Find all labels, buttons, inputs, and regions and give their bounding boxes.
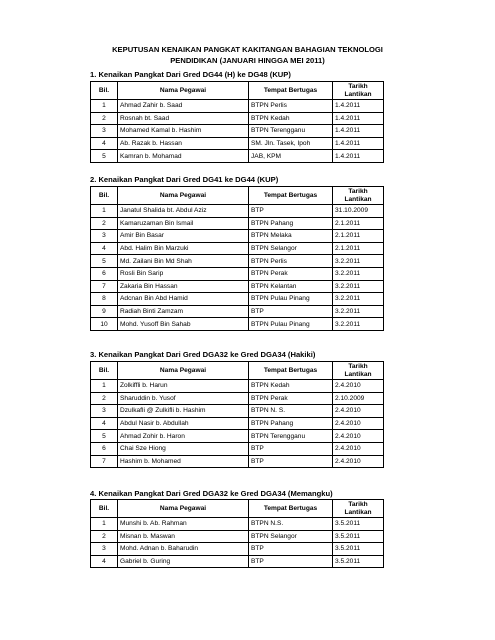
table-row xyxy=(91,555,384,568)
column-header-tarikh xyxy=(333,82,384,100)
tempat-cell: JAB, KPM xyxy=(249,150,333,163)
tempat-cell: BTPN Terengganu xyxy=(249,125,333,138)
tarikh-cell: 3.5.2011 xyxy=(333,555,384,568)
tarikh-cell: 1.4.2011 xyxy=(333,100,384,113)
tarikh-cell: 1.4.2011 xyxy=(333,125,384,138)
table-header-row xyxy=(91,82,384,100)
bil-cell: 3 xyxy=(91,405,118,418)
column-header-nama: Nama Pegawai xyxy=(118,500,249,518)
tempat-cell: BTPN N.S. xyxy=(249,518,333,531)
tempat-cell: BTPN Selangor xyxy=(249,530,333,543)
tempat-cell: BTPN Kedah xyxy=(249,380,333,393)
tempat-cell: BTPN Perak xyxy=(249,392,333,405)
tempat-cell: SM. Jln. Tasek, Ipoh xyxy=(249,137,333,150)
nama-cell: Kamran b. Mohamad xyxy=(118,150,249,163)
nama-cell: Chai Sze Hiong xyxy=(118,442,249,455)
tempat-cell: BTPN Pulau Pinang xyxy=(249,318,333,331)
nama-cell: Radiah Binti Zamzam xyxy=(118,305,249,318)
tarikh-cell: 1.4.2011 xyxy=(333,150,384,163)
table-row xyxy=(91,293,384,306)
table-row xyxy=(91,137,384,150)
bil-cell: 3 xyxy=(91,230,118,243)
tarikh-cell: 31.10.2009 xyxy=(333,205,384,218)
nama-cell: Md. Zailani Bin Md Shah xyxy=(118,255,249,268)
bil-cell: 6 xyxy=(91,442,118,455)
table-row xyxy=(91,430,384,443)
bil-cell: 1 xyxy=(91,205,118,218)
document-title-line-1: KEPUTUSAN KENAIKAN PANGKAT KAKITANGAN BAHAGIAN TEKNOLOGI xyxy=(112,45,383,54)
table-row xyxy=(91,112,384,125)
section-4-table-body xyxy=(91,518,384,568)
column-header-bil: Bil. xyxy=(91,362,118,380)
nama-cell: Dzulkafli @ Zulkifli b. Hashim xyxy=(118,405,249,418)
table-row xyxy=(91,267,384,280)
bil-cell: 4 xyxy=(91,417,118,430)
bil-cell: 5 xyxy=(91,150,118,163)
tempat-cell: BTP xyxy=(249,555,333,568)
bil-cell: 1 xyxy=(91,380,118,393)
bil-cell: 5 xyxy=(91,430,118,443)
bil-cell: 9 xyxy=(91,305,118,318)
tarikh-cell: 2.10.2009 xyxy=(333,392,384,405)
tempat-cell: BTPN Selangor xyxy=(249,242,333,255)
column-header-tempat: Tempat Bertugas xyxy=(249,82,333,100)
nama-cell: Munshi b. Ab. Rahman xyxy=(118,518,249,531)
tempat-cell: BTP xyxy=(249,205,333,218)
bil-cell: 2 xyxy=(91,112,118,125)
bil-cell: 1 xyxy=(91,100,118,113)
section-2-table-body xyxy=(91,205,384,331)
nama-cell: Gabriel b. Guring xyxy=(118,555,249,568)
table-row xyxy=(91,242,384,255)
nama-cell: Ahmad Zohir b. Haron xyxy=(118,430,249,443)
column-header-nama: Nama Pegawai xyxy=(118,82,249,100)
tarikh-cell: 2.4.2010 xyxy=(333,380,384,393)
column-header-tempat: Tempat Bertugas xyxy=(249,362,333,380)
tempat-cell: BTPN N. S. xyxy=(249,405,333,418)
tarikh-cell: 2.4.2010 xyxy=(333,417,384,430)
tarikh-cell: 3.2.2011 xyxy=(333,318,384,331)
nama-cell: Amir Bin Basar xyxy=(118,230,249,243)
nama-cell: Zolkiffli b. Harun xyxy=(118,380,249,393)
table-row xyxy=(91,380,384,393)
nama-cell: Mohd. Yusoff Bin Sahab xyxy=(118,318,249,331)
column-header-tarikh-line-1: Tarikh xyxy=(348,187,368,195)
table-row xyxy=(91,318,384,331)
table-row xyxy=(91,442,384,455)
tempat-cell: BTPN Melaka xyxy=(249,230,333,243)
tempat-cell: BTPN Pahang xyxy=(249,217,333,230)
bil-cell: 7 xyxy=(91,280,118,293)
tarikh-cell: 3.2.2011 xyxy=(333,280,384,293)
tempat-cell: BTPN Pulau Pinang xyxy=(249,293,333,306)
nama-cell: Hashim b. Mohamed xyxy=(118,455,249,468)
nama-cell: Zakaria Bin Hassan xyxy=(118,280,249,293)
nama-cell: Sharuddin b. Yusof xyxy=(118,392,249,405)
table-header-row xyxy=(91,500,384,518)
table-row xyxy=(91,280,384,293)
section-2-table xyxy=(90,186,384,331)
bil-cell: 2 xyxy=(91,392,118,405)
column-header-tarikh xyxy=(333,362,384,380)
tempat-cell: BTP xyxy=(249,543,333,556)
nama-cell: Janatul Shalida bt. Abdul Aziz xyxy=(118,205,249,218)
section-1-heading: 1. Kenaikan Pangkat Dari Gred DG44 (H) ke DG48 (KUP) xyxy=(90,70,291,79)
nama-cell: Rosli Bin Sarip xyxy=(118,267,249,280)
bil-cell: 7 xyxy=(91,455,118,468)
tarikh-cell: 2.4.2010 xyxy=(333,455,384,468)
table-row xyxy=(91,417,384,430)
tempat-cell: BTP xyxy=(249,442,333,455)
document-title-line-2: PENDIDIKAN (JANUARI HINGGA MEI 2011) xyxy=(170,56,325,65)
table-row xyxy=(91,100,384,113)
tarikh-cell: 3.2.2011 xyxy=(333,305,384,318)
tarikh-cell: 2.4.2010 xyxy=(333,442,384,455)
tarikh-cell: 2.1.2011 xyxy=(333,230,384,243)
section-4-heading: 4. Kenaikan Pangkat Dari Gred DGA32 ke Gred DGA34 (Memangku) xyxy=(90,489,333,498)
nama-cell: Adcnan Bin Abd Hamid xyxy=(118,293,249,306)
column-header-nama: Nama Pegawai xyxy=(118,362,249,380)
tarikh-cell: 2.1.2011 xyxy=(333,242,384,255)
nama-cell: Rosnah bt. Saad xyxy=(118,112,249,125)
section-2-heading: 2. Kenaikan Pangkat Dari Gred DG41 ke DG44 (KUP) xyxy=(90,175,279,184)
table-header-row xyxy=(91,187,384,205)
tempat-cell: BTPN Perak xyxy=(249,267,333,280)
tempat-cell: BTP xyxy=(249,455,333,468)
table-header-row xyxy=(91,362,384,380)
tempat-cell: BTPN Perlis xyxy=(249,100,333,113)
section-4-table xyxy=(90,499,384,568)
tarikh-cell: 3.2.2011 xyxy=(333,267,384,280)
column-header-tarikh-line-2: Lantikan xyxy=(344,90,372,98)
table-row xyxy=(91,305,384,318)
tarikh-cell: 3.5.2011 xyxy=(333,543,384,556)
bil-cell: 8 xyxy=(91,293,118,306)
column-header-tarikh-line-2: Lantikan xyxy=(344,195,372,203)
bil-cell: 5 xyxy=(91,255,118,268)
table-row xyxy=(91,455,384,468)
nama-cell: Mohd. Adnan b. Baharudin xyxy=(118,543,249,556)
bil-cell: 2 xyxy=(91,217,118,230)
column-header-tarikh-line-2: Lantikan xyxy=(344,508,372,516)
tarikh-cell: 3.5.2011 xyxy=(333,518,384,531)
tarikh-cell: 3.2.2011 xyxy=(333,293,384,306)
tarikh-cell: 2.4.2010 xyxy=(333,430,384,443)
table-row xyxy=(91,392,384,405)
column-header-bil: Bil. xyxy=(91,187,118,205)
column-header-nama: Nama Pegawai xyxy=(118,187,249,205)
column-header-bil: Bil. xyxy=(91,500,118,518)
nama-cell: Ahmad Zahir b. Saad xyxy=(118,100,249,113)
tempat-cell: BTPN Kelantan xyxy=(249,280,333,293)
section-3-heading: 3. Kenaikan Pangkat Dari Gred DGA32 ke Gred DGA34 (Hakiki) xyxy=(90,350,316,359)
table-row xyxy=(91,230,384,243)
bil-cell: 1 xyxy=(91,518,118,531)
column-header-tarikh-line-1: Tarikh xyxy=(348,362,368,370)
bil-cell: 2 xyxy=(91,530,118,543)
nama-cell: Abdul Nasir b. Abdullah xyxy=(118,417,249,430)
table-row xyxy=(91,518,384,531)
bil-cell: 10 xyxy=(91,318,118,331)
bil-cell: 4 xyxy=(91,137,118,150)
tarikh-cell: 3.5.2011 xyxy=(333,530,384,543)
section-3-table xyxy=(90,361,384,468)
section-1-table-body xyxy=(91,100,384,163)
tarikh-cell: 3.2.2011 xyxy=(333,255,384,268)
nama-cell: Kamaruzaman Bin Ismail xyxy=(118,217,249,230)
section-1-table xyxy=(90,81,384,163)
table-row xyxy=(91,405,384,418)
nama-cell: Misnan b. Maswan xyxy=(118,530,249,543)
tempat-cell: BTPN Kedah xyxy=(249,112,333,125)
tarikh-cell: 1.4.2011 xyxy=(333,137,384,150)
column-header-tarikh-line-1: Tarikh xyxy=(348,82,368,90)
table-row xyxy=(91,205,384,218)
section-3-table-body xyxy=(91,380,384,468)
bil-cell: 4 xyxy=(91,555,118,568)
column-header-tarikh-line-2: Lantikan xyxy=(344,370,372,378)
tarikh-cell: 1.4.2011 xyxy=(333,112,384,125)
tarikh-cell: 2.1.2011 xyxy=(333,217,384,230)
column-header-tempat: Tempat Bertugas xyxy=(249,187,333,205)
column-header-tarikh-line-1: Tarikh xyxy=(348,500,368,508)
table-row xyxy=(91,125,384,138)
table-row xyxy=(91,530,384,543)
bil-cell: 3 xyxy=(91,125,118,138)
table-row xyxy=(91,255,384,268)
bil-cell: 4 xyxy=(91,242,118,255)
tempat-cell: BTPN Pahang xyxy=(249,417,333,430)
tempat-cell: BTP xyxy=(249,305,333,318)
table-row xyxy=(91,543,384,556)
column-header-tarikh xyxy=(333,500,384,518)
nama-cell: Mohamed Kamal b. Hashim xyxy=(118,125,249,138)
column-header-tempat: Tempat Bertugas xyxy=(249,500,333,518)
tempat-cell: BTPN Terengganu xyxy=(249,430,333,443)
column-header-tarikh xyxy=(333,187,384,205)
table-row xyxy=(91,150,384,163)
tarikh-cell: 2.4.2010 xyxy=(333,405,384,418)
nama-cell: Ab. Razak b. Hassan xyxy=(118,137,249,150)
column-header-bil: Bil. xyxy=(91,82,118,100)
table-row xyxy=(91,217,384,230)
tempat-cell: BTPN Perlis xyxy=(249,255,333,268)
bil-cell: 3 xyxy=(91,543,118,556)
nama-cell: Abd. Halim Bin Marzuki xyxy=(118,242,249,255)
bil-cell: 6 xyxy=(91,267,118,280)
